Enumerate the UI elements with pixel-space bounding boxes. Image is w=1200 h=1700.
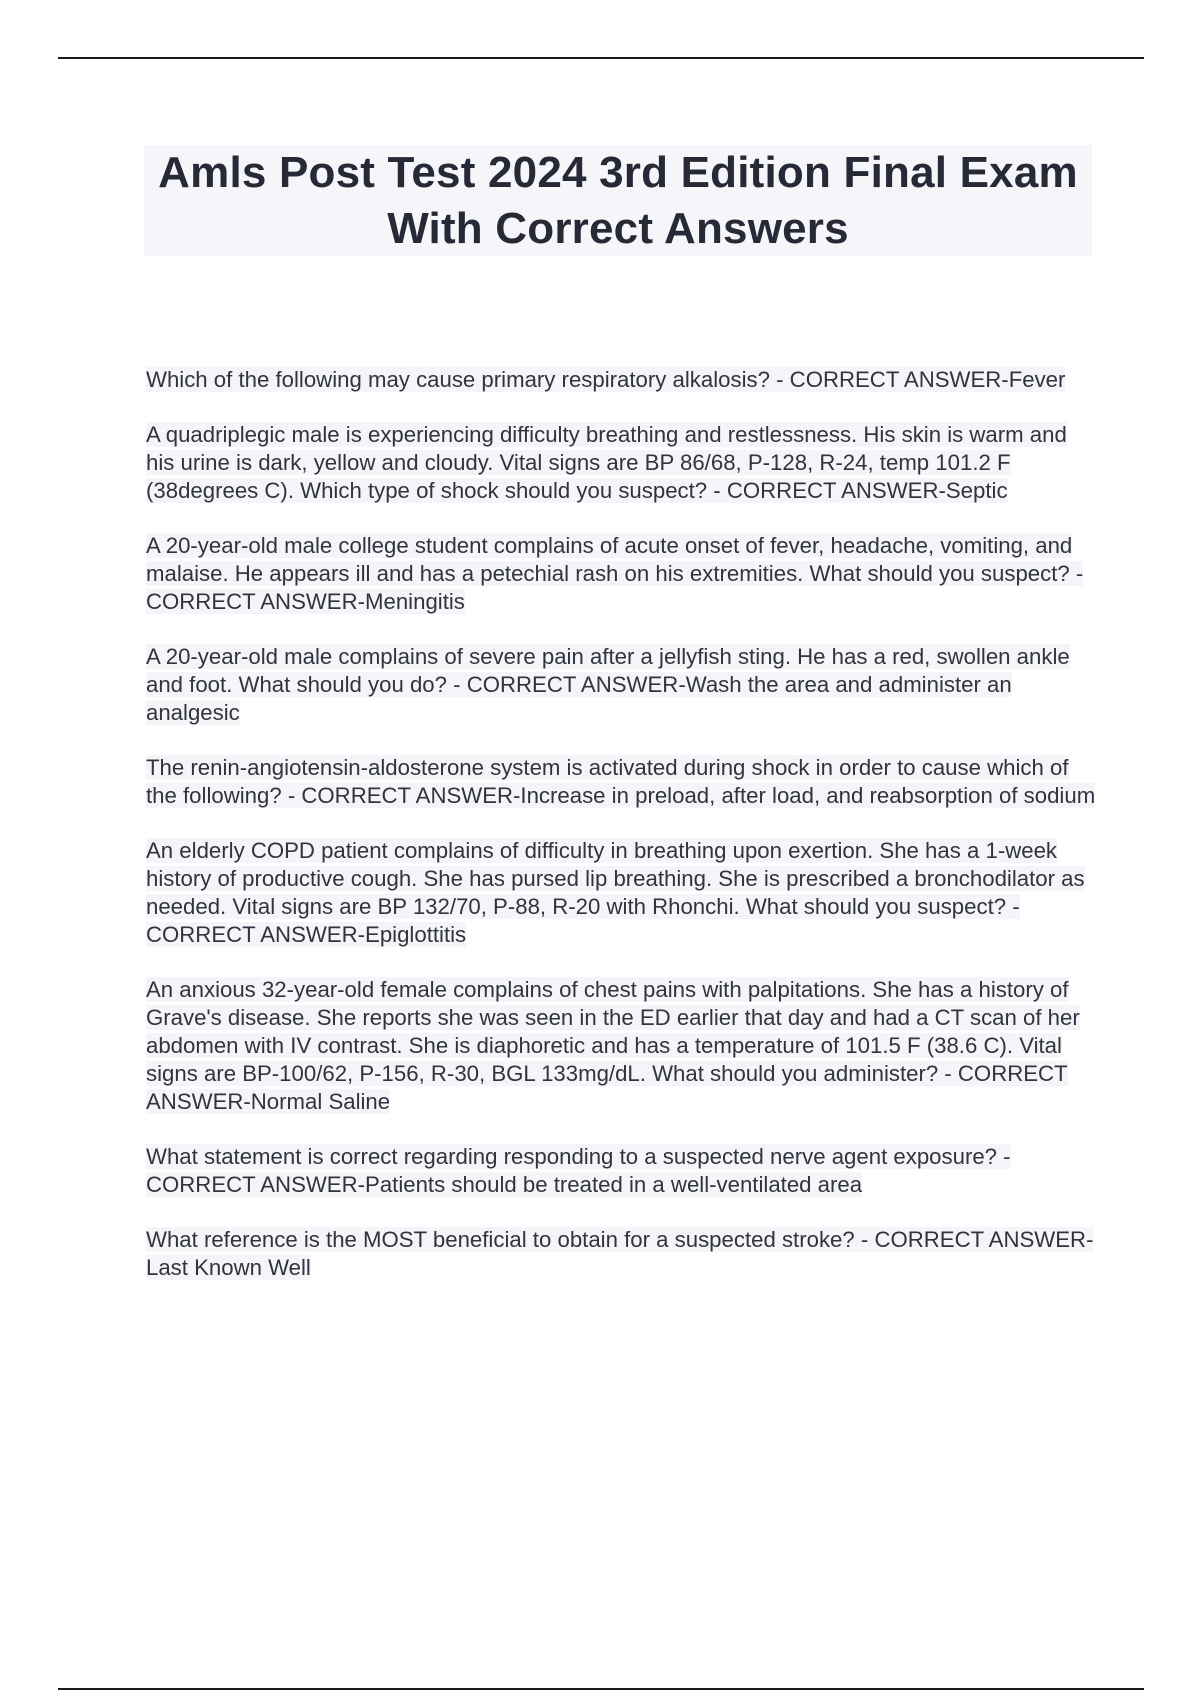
qa-text: A 20-year-old male complains of severe pain after a jellyfish sting. He has a red, swollen ankle and foot. What should you do? - CORRECT ANSWER-Wash the area and administer an analgesic <box>146 644 1070 725</box>
qa-item <box>146 421 1096 505</box>
title-banner <box>144 145 1092 256</box>
qa-text: What reference is the MOST beneficial to obtain for a suspected stroke? - CORRECT ANSWER-Last Known Well <box>146 1227 1094 1280</box>
footer-rule <box>58 1688 1144 1690</box>
qa-item <box>146 976 1096 1116</box>
qa-list <box>146 366 1096 1309</box>
qa-text: An elderly COPD patient complains of difficulty in breathing upon exertion. She has a 1-week history of productive cough. She has pursed lip breathing. She is prescribed a bronchodilator as needed. Vital signs are BP 132/70, P-88, R-20 with Rhonchi. What should you suspect? - CORRECT ANSWER-Epiglottitis <box>146 838 1085 947</box>
qa-item <box>146 532 1096 616</box>
qa-text: What statement is correct regarding responding to a suspected nerve agent exposure? - CORRECT ANSWER-Patients should be treated in a well-ventilated area <box>146 1144 1011 1197</box>
qa-item <box>146 754 1096 810</box>
qa-item <box>146 837 1096 949</box>
header-rule <box>58 57 1144 59</box>
qa-text: An anxious 32-year-old female complains of chest pains with palpitations. She has a history of Grave's disease. She reports she was seen in the ED earlier that day and had a CT scan of her abdomen with IV contrast. She is diaphoretic and has a temperature of 101.5 F (38.6 C). Vital signs are BP-100/62, P-156, R-30, BGL 133mg/dL. What should you administer? - CORRECT ANSWER-Normal Saline <box>146 977 1080 1114</box>
qa-text: A 20-year-old male college student complains of acute onset of fever, headache, vomiting, and malaise. He appears ill and has a petechial rash on his extremities. What should you suspect? - CORRECT ANSWER-Meningitis <box>146 533 1084 614</box>
document-title: Amls Post Test 2024 3rd Edition Final Exam With Correct Answers <box>158 147 1078 253</box>
qa-item <box>146 1143 1096 1199</box>
qa-text: A quadriplegic male is experiencing difficulty breathing and restlessness. His skin is warm and his urine is dark, yellow and cloudy. Vital signs are BP 86/68, P-128, R-24, temp 101.2 F (38degrees C). Which type of shock should you suspect? - CORRECT ANSWER-Septic <box>146 422 1067 503</box>
qa-item <box>146 1226 1096 1282</box>
qa-item <box>146 643 1096 727</box>
qa-item <box>146 366 1096 394</box>
qa-text: The renin-angiotensin-aldosterone system is activated during shock in order to cause which of the following? - CORRECT ANSWER-Increase in preload, after load, and reabsorption of sodium <box>146 755 1096 808</box>
qa-text: Which of the following may cause primary respiratory alkalosis? - CORRECT ANSWER-Fever <box>146 367 1066 392</box>
